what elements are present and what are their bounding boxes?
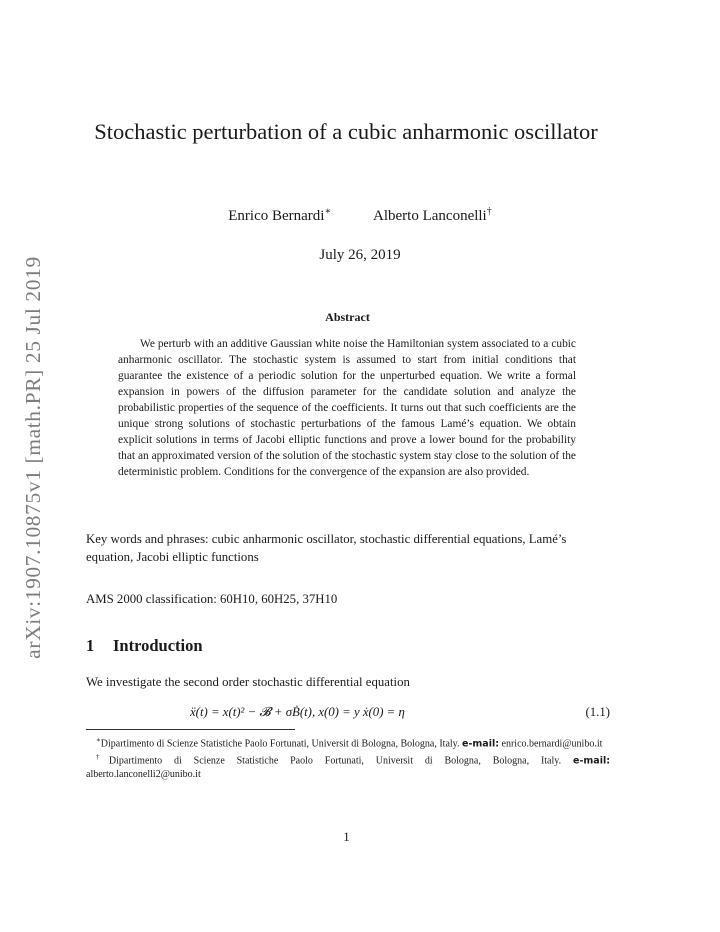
footnote-1-mark: ∗	[96, 736, 101, 744]
author-1-footnote-mark: ∗	[324, 206, 332, 217]
footnote-1-affiliation: Dipartimento di Scienze Statistiche Paolo Fortunati, Universit di Bologna, Bologna, Italy.	[100, 738, 460, 750]
section-title: Introduction	[113, 636, 203, 655]
author-2-footnote-mark: †	[486, 206, 492, 217]
footnote-1-email[interactable]: enrico.bernardi@unibo.it	[501, 738, 603, 750]
footnote-1-email-label: e-mail:	[462, 738, 500, 750]
footnote-2-affiliation: Dipartimento di Scienze Statistiche Paolo Fortunati, Universit di Bologna, Bologna, Italy.	[108, 755, 562, 767]
footnote-1	[86, 734, 610, 751]
author-1	[228, 206, 331, 225]
footnote-2-email-label: e-mail:	[573, 755, 611, 767]
arxiv-identifier-stamp	[18, 243, 48, 671]
ams-classification: AMS 2000 classification: 60H10, 60H25, 37H10	[86, 592, 338, 606]
paper-title: Stochastic perturbation of a cubic anharmonic oscillator	[94, 119, 598, 144]
arxiv-identifier-text: arXiv:1907.10875v1 [math.PR] 25 Jul 2019	[20, 255, 45, 659]
abstract-heading: Abstract	[325, 310, 370, 324]
author-list	[0, 206, 720, 225]
keywords-paragraph: Key words and phrases: cubic anharmonic oscillator, stochastic differential equations, Lamé’s equation, Jacobi elliptic functions	[86, 532, 567, 564]
intro-paragraph: We investigate the second order stochastic differential equation	[86, 675, 410, 689]
footnotes	[86, 734, 610, 781]
footnote-2	[86, 751, 610, 781]
author-1-name: Enrico Bernardi	[228, 208, 325, 224]
equation-number: (1.1)	[585, 705, 610, 719]
equation-1-1: ẍ(t) = x(t)² − 𝓑 + σḂ(t), x(0) = y ẋ(0) = η	[190, 705, 405, 719]
abstract-body: We perturb with an additive Gaussian white noise the Hamiltonian system associated to a cubic anharmonic oscillator. The stochastic system is assumed to start from initial conditions that guarantee the existence of a periodic solution for the unperturbed equation. We write a formal expansion in powers of the diffusion parameter for the candidate solution and analyze the probabilistic properties of the sequence of the coefficients. It turns out that such coefficients are the unique strong solutions of stochastic perturbations of the famous Lamé’s equation. We obtain explicit solutions in terms of Jacobi elliptic functions and prove a lower bound for the probability that an approximated version of the solution of the stochastic system stay close to the solution of the deterministic problem. Conditions for the convergence of the expansion are also provided.	[118, 338, 576, 478]
footnote-2-mark: †	[96, 752, 109, 761]
section-heading	[86, 636, 203, 656]
author-2-name: Alberto Lanconelli	[373, 208, 487, 224]
author-2	[373, 206, 492, 225]
section-number: 1	[86, 636, 95, 655]
paper-date: July 26, 2019	[319, 247, 401, 263]
footnote-divider	[86, 729, 295, 730]
footnote-2-email[interactable]: alberto.lanconelli2@unibo.it	[86, 768, 201, 780]
page-number: 1	[343, 830, 350, 844]
